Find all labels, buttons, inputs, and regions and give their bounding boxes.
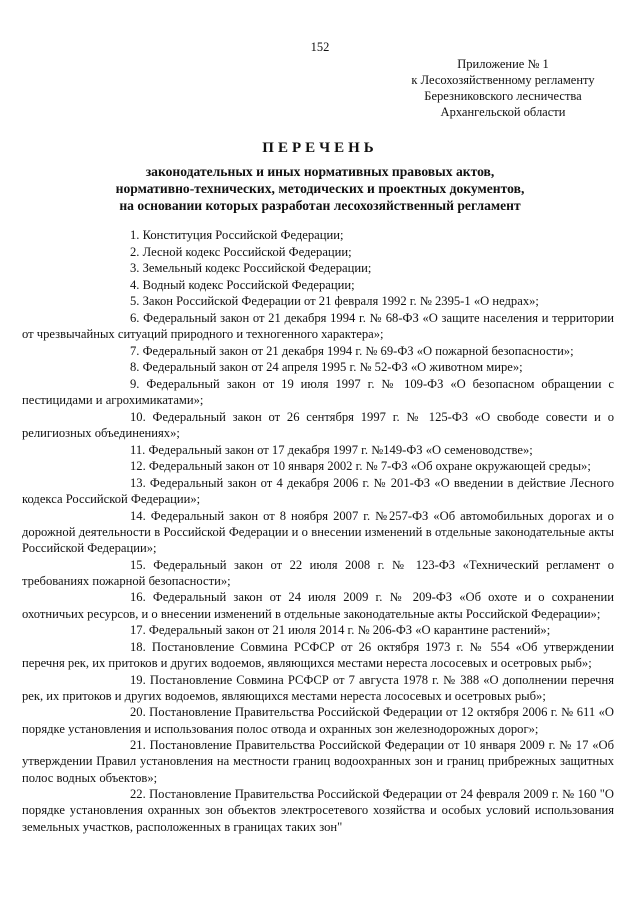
- list-item-number: 13.: [130, 475, 146, 490]
- list-item-text: Федеральный закон от 24 июля 2009 г. № 209-ФЗ «Об охоте и о сохранении охотничьих ресурсов, и о внесении изменений в отдельные законодательные акты Российской Федерации»;: [22, 590, 614, 621]
- list-item-text: Постановление Правительства Российской Федерации от 10 января 2009 г. № 17 «Об утверждении Правил установления на местности границ водоохранных зон и границ прибрежных защитных полос водных объектов»;: [22, 738, 615, 785]
- title-block: [0, 140, 640, 214]
- list-item-number: 9.: [130, 376, 140, 391]
- list-item-text: Федеральный закон от 8 ноября 2007 г. №257-ФЗ «Об автомобильных дорогах и о дорожной деятельности в Российской Федерации и о внесении изменений в отдельные законодательные акты Российской Федерации»;: [22, 508, 614, 555]
- list-item: [22, 737, 614, 786]
- list-item-text: Федеральный закон от 19 июля 1997 г. № 109-ФЗ «О безопасном обращении с пестицидами и агрохимикатами»;: [22, 376, 614, 408]
- list-item-number: 16.: [130, 590, 146, 605]
- list-item-text: Федеральный закон от 22 июля 2008 г. № 123-ФЗ «Технический регламент о требованиях пожарной безопасности»;: [22, 557, 614, 588]
- list-item-number: 8.: [130, 360, 140, 375]
- list-item-text: Конституция Российской Федерации;: [142, 228, 344, 242]
- list-item: [22, 557, 614, 589]
- list-item-number: 14.: [130, 508, 146, 523]
- list-item-number: 18.: [130, 639, 146, 654]
- list-item: [22, 508, 614, 557]
- list-item: [22, 244, 614, 260]
- list-item: [22, 227, 614, 243]
- list-item: [22, 672, 614, 704]
- list-item-text: Федеральный закон от 24 апреля 1995 г. № 52-ФЗ «О животном мире»;: [142, 360, 523, 375]
- list-item: [22, 589, 614, 621]
- list-item: [22, 786, 614, 835]
- list-item-number: 20.: [130, 705, 146, 720]
- list-item: [22, 260, 614, 276]
- list-item-number: 21.: [130, 738, 146, 753]
- list-item-number: 17.: [130, 623, 146, 638]
- list-item: [22, 475, 614, 507]
- list-item-text: Постановление Совмина РСФСР от 26 октября 1973 г. № 554 «Об утверждении перечня рек, их притоков и других водоемов, являющихся местами нереста лососевых и осетровых рыб»;: [22, 639, 614, 670]
- list-item-number: 12.: [130, 459, 146, 474]
- list-item-number: 15.: [130, 557, 146, 572]
- list-item-text: Федеральный закон от 21 июля 2014 г. № 206-ФЗ «О карантине растений»;: [148, 623, 551, 638]
- documents-list: [22, 227, 614, 835]
- list-item-text: Федеральный закон от 10 января 2002 г. № 7-ФЗ «Об охране окружающей среды»;: [148, 459, 591, 474]
- document-title: ПЕРЕЧЕНЬ: [262, 140, 378, 156]
- list-item: [22, 639, 614, 671]
- list-item-text: Федеральный закон от 21 декабря 1994 г. № 69-ФЗ «О пожарной безопасности»;: [142, 343, 574, 358]
- list-item-text: Федеральный закон от 17 декабря 1997 г. №149-ФЗ «О семеноводстве»;: [148, 442, 533, 457]
- subtitle-line-3: на основании которых разработан лесохозяйственный регламент: [119, 198, 521, 213]
- list-item-text: Федеральный закон от 4 декабря 2006 г. № 201-ФЗ «О введении в действие Лесного кодекса Российской Федерации»;: [22, 475, 614, 506]
- list-item-number: 10.: [130, 409, 146, 424]
- list-item-number: 5.: [130, 294, 140, 309]
- list-item-text: Федеральный закон от 21 декабря 1994 г. № 68-ФЗ «О защите населения и территории от чрезвычайных ситуаций природного и техногенного характера»;: [22, 310, 614, 342]
- list-item: [22, 343, 614, 359]
- list-item-number: 11.: [130, 442, 146, 457]
- list-item-number: 1.: [130, 228, 140, 242]
- list-item-text: Постановление Правительства Российской Федерации от 24 февраля 2009 г. № 160 "О порядке установления охранных зон объектов электросетевого хозяйства и особых условий использования земельных участков, расположенных в границах таких зон": [22, 787, 615, 834]
- list-item-number: 2.: [130, 244, 140, 259]
- list-item: [22, 409, 614, 441]
- appendix-line-1: Приложение № 1: [457, 57, 549, 71]
- list-item: [22, 359, 614, 375]
- subtitle-line-1: законодательных и иных нормативных правовых актов,: [145, 164, 495, 179]
- list-item: [22, 704, 614, 736]
- list-item-text: Водный кодекс Российской Федерации;: [142, 277, 355, 292]
- appendix-line-3: Березниковского лесничества: [424, 89, 582, 103]
- list-item-text: Федеральный закон от 26 сентября 1997 г. № 125-ФЗ «О свободе совести и о религиозных объединениях»;: [22, 409, 614, 440]
- appendix-header: [378, 56, 628, 120]
- list-item-text: Постановление Правительства Российской Федерации от 12 октября 2006 г. № 611 «О порядке установления и использования полос отвода и охранных зон железнодорожных дорог»;: [22, 705, 614, 736]
- page-number: 152: [310, 40, 330, 54]
- subtitle-line-2: нормативно-технических, методических и проектных документов,: [115, 181, 525, 196]
- list-item-number: 4.: [130, 277, 140, 292]
- list-item: [22, 293, 614, 309]
- list-item-number: 22.: [130, 787, 146, 802]
- list-item-text: Закон Российской Федерации от 21 февраля 1992 г. № 2395-1 «О недрах»;: [142, 294, 539, 309]
- list-item-number: 19.: [130, 672, 146, 687]
- list-item: [22, 442, 614, 458]
- list-item-text: Постановление Совмина РСФСР от 7 августа 1978 г. № 388 «О дополнении перечня рек, их притоков и других водоемов, являющихся местами нереста лососевых и осетровых рыб»;: [22, 672, 614, 703]
- list-item: [22, 310, 614, 342]
- list-item-number: 6.: [130, 310, 140, 325]
- appendix-line-2: к Лесохозяйственному регламенту: [411, 73, 595, 87]
- appendix-line-4: Архангельской области: [440, 105, 566, 119]
- list-item-number: 3.: [130, 261, 140, 276]
- list-item-text: Лесной кодекс Российской Федерации;: [142, 244, 352, 259]
- list-item: [22, 622, 614, 638]
- list-item-text: Земельный кодекс Российской Федерации;: [142, 261, 372, 276]
- list-item-number: 7.: [130, 343, 140, 358]
- list-item: [22, 376, 614, 408]
- list-item: [22, 458, 614, 474]
- list-item: [22, 277, 614, 293]
